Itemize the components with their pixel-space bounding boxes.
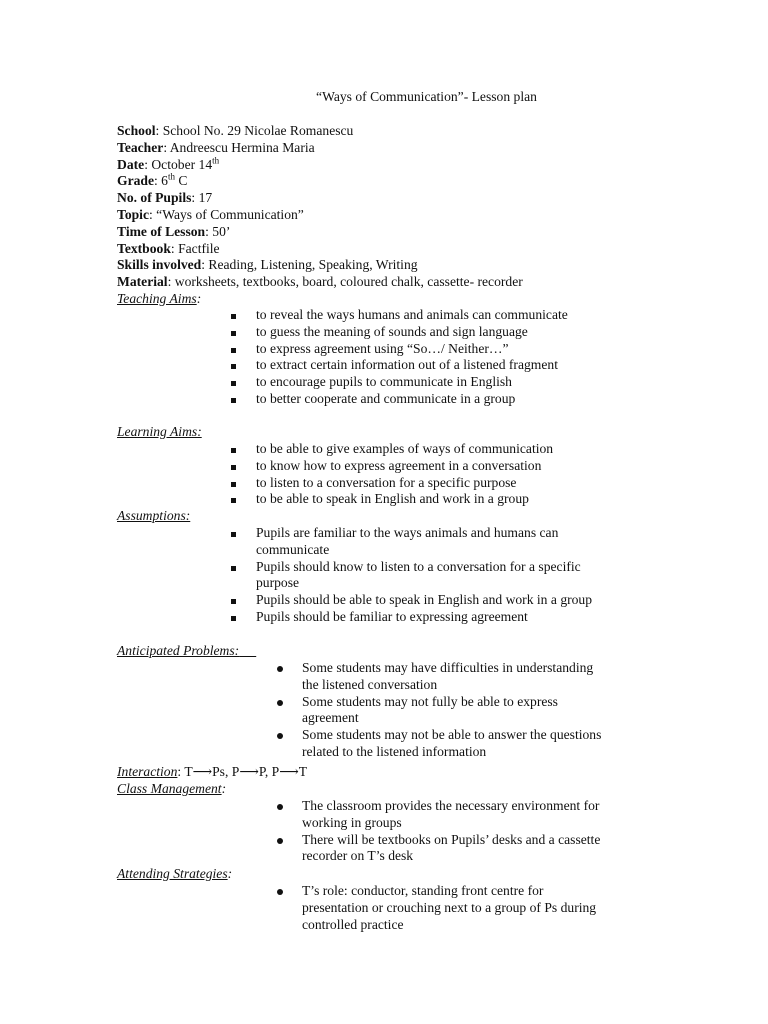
assumptions-heading: Assumptions: [117,508,191,523]
field-teacher: Teacher: Andreescu Hermina Maria [117,139,315,155]
list-item: to reveal the ways humans and animals can communicate [231,307,651,324]
class-management-heading: Class Management: [117,780,227,796]
round-bullet-icon [277,883,297,900]
square-bullet-icon [231,491,251,508]
field-date: Date: October 14th [117,155,220,172]
document-title: “Ways of Communication”- Lesson plan [316,89,537,104]
square-bullet-icon [231,441,251,458]
teaching-aims-heading: Teaching Aims: [117,290,202,306]
list-item: to know how to express agreement in a conversation [231,458,651,475]
assumptions-list [231,525,651,626]
list-item: Some students may not fully be able to express agreement [277,694,657,728]
list-item: to be able to speak in English and work in a group [231,491,651,508]
field-time-of-lesson: Time of Lesson: 50’ [117,223,231,239]
square-bullet-icon [231,307,251,324]
field-grade: Grade: 6th C [117,171,188,189]
square-bullet-icon [231,458,251,475]
round-bullet-icon [277,694,297,711]
list-item: to listen to a conversation for a specific purpose [231,475,651,492]
square-bullet-icon [231,341,251,358]
list-item: to be able to give examples of ways of communication [231,441,651,458]
field-no-of-pupils: No. of Pupils: 17 [117,190,213,206]
list-item: Some students may not be able to answer the questions related to the listened information [277,727,657,761]
teaching-aims-list [231,307,651,408]
round-bullet-icon [277,660,297,677]
attending-strategies-heading: Attending Strategies: [117,866,233,881]
list-item: Pupils should know to listen to a conversation for a specific purpose [231,559,651,593]
anticipated-problems-list [277,660,657,761]
interaction-line: Interaction: T⟶Ps, P⟶P, P⟶T [117,764,308,779]
lesson-details [117,123,523,308]
attending-strategies-list [277,883,657,933]
list-item: to better cooperate and communicate in a group [231,391,651,408]
round-bullet-icon [277,798,297,815]
list-item: to guess the meaning of sounds and sign language [231,324,651,341]
square-bullet-icon [231,374,251,391]
round-bullet-icon [277,727,297,744]
field-school: School: School No. 29 Nicolae Romanescu [117,123,354,138]
field-skills: Skills involved: Reading, Listening, Speaking, Writing [117,257,418,273]
interaction-section [117,764,307,798]
list-item: to encourage pupils to communicate in English [231,374,651,391]
square-bullet-icon [231,324,251,341]
list-item: Pupils should be able to speak in English and work in a group [231,592,651,609]
square-bullet-icon [231,525,251,542]
round-bullet-icon [277,832,297,849]
list-item: There will be textbooks on Pupils’ desks and a cassette recorder on T’s desk [277,832,657,866]
field-topic: Topic: “Ways of Communication” [117,206,304,222]
anticipated-problems-heading: Anticipated Problems: [117,643,240,658]
list-item: Pupils are familiar to the ways animals and humans can communicate [231,525,651,559]
list-item: to express agreement using “So…/ Neither…” [231,341,651,358]
list-item: to extract certain information out of a listened fragment [231,357,651,374]
learning-aims-heading: Learning Aims: [117,424,202,439]
square-bullet-icon [231,559,251,576]
class-management-list [277,798,657,865]
learning-aims-list [231,441,651,508]
list-item: Some students may have difficulties in understanding the listened conversation [277,660,657,694]
list-item: The classroom provides the necessary environment for working in groups [277,798,657,832]
field-textbook: Textbook: Factfile [117,240,220,256]
square-bullet-icon [231,592,251,609]
list-item: T’s role: conductor, standing front centre for presentation or crouching next to a group of Ps during controlled practice [277,883,657,933]
square-bullet-icon [231,357,251,374]
square-bullet-icon [231,609,251,626]
list-item: Pupils should be familiar to expressing agreement [231,609,651,626]
field-material: Material: worksheets, textbooks, board, coloured chalk, cassette- recorder [117,274,523,290]
square-bullet-icon [231,475,251,492]
square-bullet-icon [231,391,251,408]
